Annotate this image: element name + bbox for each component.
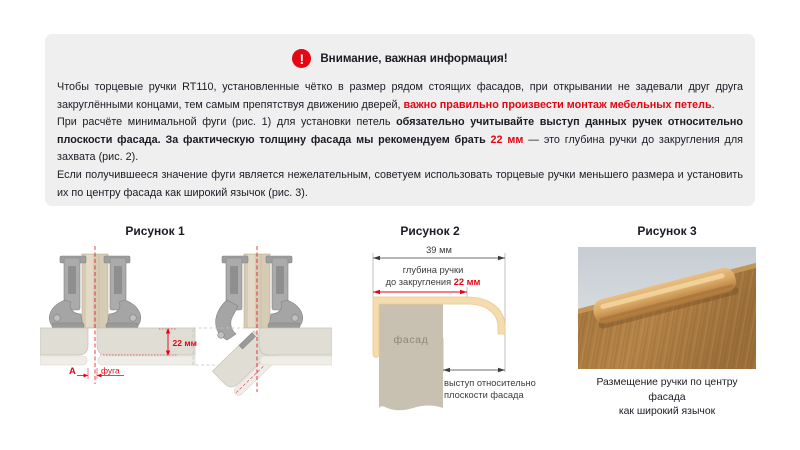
figure-1-caption: Рисунок 1 — [125, 224, 185, 238]
p2-text: При расчёте минимальной фуги (рис. 1) для установки петель — [57, 116, 397, 129]
figure-3-note — [578, 376, 756, 420]
fig1-closed-assembly — [40, 246, 197, 384]
notice-body — [57, 79, 743, 202]
fig2-depth-label-line2: до закругления 22 мм — [385, 277, 481, 287]
paragraph-2 — [57, 114, 743, 167]
fig2-protrusion-label-line1: выступ относительно — [444, 378, 536, 388]
figure-1 — [40, 224, 332, 446]
paragraph-1 — [57, 79, 743, 114]
p1-text: Чтобы торцевые ручки RT110, установленные чётко в размер рядом стоящих фасадов, при открывании не задевали друг друга закруглёнными концами, тем самым препятствуя движению дверей, — [57, 81, 743, 111]
p1-red-text: важно правильно произвести монтаж мебельных петель — [403, 98, 712, 111]
p2-tail: — это глубина ручки до закругления для захвата (рис. 2). — [57, 133, 743, 164]
fig1-fuga-label: фуга — [101, 365, 120, 376]
p1-tail: . — [711, 98, 715, 111]
p2-bold-text: обязательно учитывайте выступ данных ручек относительно плоскости фасада. За фактическую толщину фасада мы рекомендуем брать — [57, 116, 743, 146]
fig2-protrusion-label-line2: плоскости фасада — [444, 390, 524, 400]
fig2-depth-label-line1: глубина ручки — [402, 265, 464, 275]
paragraph-3 — [57, 167, 743, 202]
fig1-open-assembly — [193, 246, 332, 398]
warning-header — [45, 34, 755, 68]
figure-2-caption: Рисунок 2 — [400, 224, 460, 238]
left-facade — [40, 328, 88, 355]
p2-red-value: 22 мм — [490, 133, 524, 146]
fig2-facade-panel — [379, 304, 443, 410]
figure-3-caption: Рисунок 3 — [637, 224, 697, 238]
fig1-letter-a: А — [69, 366, 76, 377]
figure-2 — [345, 224, 555, 424]
fig2-facade-label: фасад — [393, 334, 429, 346]
notice-title: Внимание, важная информация! — [320, 52, 508, 65]
figure-3-note-line2: как широкий язычок — [618, 406, 716, 417]
figure-3-photo — [578, 247, 756, 369]
figure-3-note-line1: Размещение ручки по центру фасада — [596, 377, 738, 403]
fig2-39mm-label: 39 мм — [426, 245, 452, 255]
figure-1-diagram — [40, 242, 332, 446]
open-hinge — [216, 256, 248, 340]
figure-3 — [578, 224, 756, 420]
warning-exclamation-icon: ! — [292, 49, 311, 68]
figure-2-diagram — [345, 242, 555, 424]
warning-panel — [45, 34, 755, 206]
p3-text: Если получившееся значение фуги является нежелательным, советуем использовать торцевые ручки меньшего размера и установить их по центру фасада как широкий язычок (рис. 3). — [57, 168, 743, 199]
fig1-22mm-label: 22 мм — [172, 338, 197, 348]
